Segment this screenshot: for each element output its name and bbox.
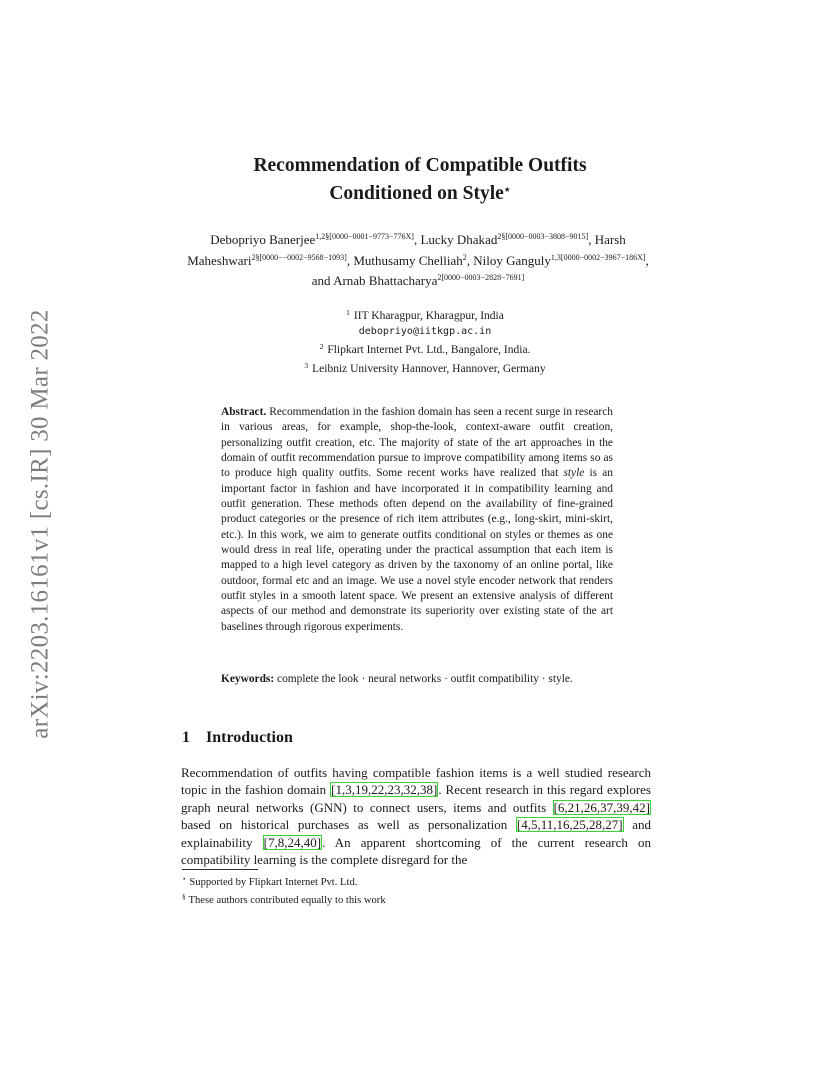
abstract-text-2: is an important factor in fashion and have incorporated it in compatibility learning and outfit generation. These methods often depend on the availability of fine-grained product categories or the presence of rich item attributes (e.g., long-skirt, mini-skirt, etc.). In this work, we aim to generate outfits conditional on styles or themes as one would dress in real life, operating under the practical assumption that each item is mapped to a high level category as driven by the taxonomy of an online portal, like outdoor, formal etc and an image. We use a novel style encoder network that renders outfit styles in a smooth latent space. We present an extensive analysis of different aspects of our method and demonstrate its superiority over existing state of the art baselines through rigorous experiments.: [221, 467, 613, 633]
affiliation-1: [240, 305, 610, 324]
intro-text: Recommendation of outfits having compatible fashion items is a well studied research topic in the fashion domain: [181, 765, 651, 798]
title-line-2: Conditioned on Style: [329, 183, 504, 204]
citation-link[interactable]: [4,5,11,16,25,28,27]: [516, 817, 623, 833]
author-name: Lucky Dhakad: [420, 232, 498, 247]
author-sup: 2: [462, 252, 467, 262]
keywords-text: complete the look · neural networks · outfit compatibility · style.: [277, 673, 573, 685]
author-sup: 2: [251, 252, 256, 262]
keywords: [221, 672, 613, 687]
author-name: Arnab Bhattacharya: [333, 273, 438, 288]
arxiv-id: arXiv:2203.16161v1 [cs.IR] 30 Mar 2022: [27, 309, 54, 739]
author-orcid[interactable]: §[0000−−0002−9568−1093]: [255, 252, 347, 262]
affiliation-text: Flipkart Internet Pvt. Ltd., Bangalore, India.: [327, 344, 531, 356]
section-number: 1: [182, 729, 190, 746]
footnote-mark: §: [182, 893, 186, 901]
citation-link[interactable]: [6,21,26,37,39,42]: [553, 799, 650, 815]
affiliation-2: [240, 339, 610, 358]
affiliation-text: Leibniz University Hannover, Hannover, Germany: [312, 363, 546, 375]
author-name: Niloy Ganguly: [473, 252, 551, 268]
keywords-label: Keywords:: [221, 673, 275, 685]
footnotes: [182, 872, 652, 908]
footnote-rule: [182, 869, 258, 870]
citation-link[interactable]: [7,8,24,40]: [263, 834, 322, 850]
email[interactable]: debopriyo@iitkgp.ac.in: [358, 326, 492, 337]
intro-text: . An apparent shortcoming of the current research on compatibility learning is the complete disregard for the: [181, 834, 652, 868]
title-line-1: Recommendation of Compatible Outfits: [253, 155, 587, 176]
affiliation-num: 1: [346, 308, 350, 317]
author-name: Debopriyo Banerjee: [210, 232, 316, 247]
author-sup: 1,2: [315, 232, 326, 241]
section-title: Introduction: [206, 729, 293, 746]
intro-text: . Recent research in this regard explores graph neural networks (GNN) to connect users, items and outfits: [181, 782, 651, 815]
footnote: [182, 890, 652, 908]
footnote-text: These authors contributed equally to this work: [188, 895, 386, 906]
arxiv-sidebar: [21, 289, 61, 759]
author-orcid[interactable]: §[0000−0003−3808−9015]: [501, 232, 589, 241]
author-orcid[interactable]: §[0000−0001−9773−776X]: [325, 232, 414, 241]
author-sup[interactable]: 2[0000−0003−2828−7691]: [437, 273, 525, 282]
affiliation-text: IIT Kharagpur, Kharagpur, India: [353, 310, 504, 322]
footnote-text: Supported by Flipkart Internet Pvt. Ltd.: [189, 877, 358, 888]
title-line-2-wrap: [180, 178, 660, 206]
author-sup: 2: [497, 232, 502, 241]
affiliation-3: [240, 358, 610, 377]
section-heading: [182, 729, 293, 747]
abstract: [221, 405, 613, 635]
author-sup[interactable]: 1,3[0000−0002−3967−186X]: [550, 252, 646, 262]
abstract-label: Abstract.: [221, 406, 267, 418]
intro-paragraph: [181, 764, 651, 868]
abstract-emph: style: [563, 467, 585, 480]
paper-title: [180, 154, 660, 206]
title-footnote-mark: ⋆: [503, 184, 511, 196]
author-name: Harsh Maheshwari: [187, 232, 626, 268]
affiliations: [240, 305, 610, 377]
footnote: [182, 872, 652, 890]
footnote-mark: ⋆: [182, 875, 187, 883]
affiliation-num: 3: [304, 361, 309, 370]
citation-link[interactable]: [1,3,19,22,23,32,38]: [331, 782, 438, 798]
intro-text: and explainability: [181, 817, 651, 850]
author-list: Debopriyo Banerjee$^{1,2\S[0000-0001-9773-776X]}$, Lucky Dhakad$^{2\S[0000-0003-3808-9015]}$, Harsh Maheshwari$^{2\S[0000--0002-9568-1093]}$, Muthusamy Chelliah$^2$, Niloy Ganguly$^{1,3[0000-0002-3967-186X]}$, and Arnab Bhattacharya$^{2[0000-0003-2828-7691]}$: [187, 232, 649, 288]
affiliation-num: 2: [319, 342, 324, 351]
author-name: Muthusamy Chelliah: [353, 252, 463, 268]
abstract-text-1: Recommendation in the fashion domain has seen a recent surge in research in various areas, for example, shop-the-look, context-aware outfit creation, personalizing outfit creation, etc. The majority of state of the art approaches in the domain of outfit recommendation pursue to improve compatibility among items so as to produce high quality outfits. Some recent works have realized that: [221, 406, 613, 480]
intro-text: based on historical purchases as well as personalization: [181, 817, 516, 833]
